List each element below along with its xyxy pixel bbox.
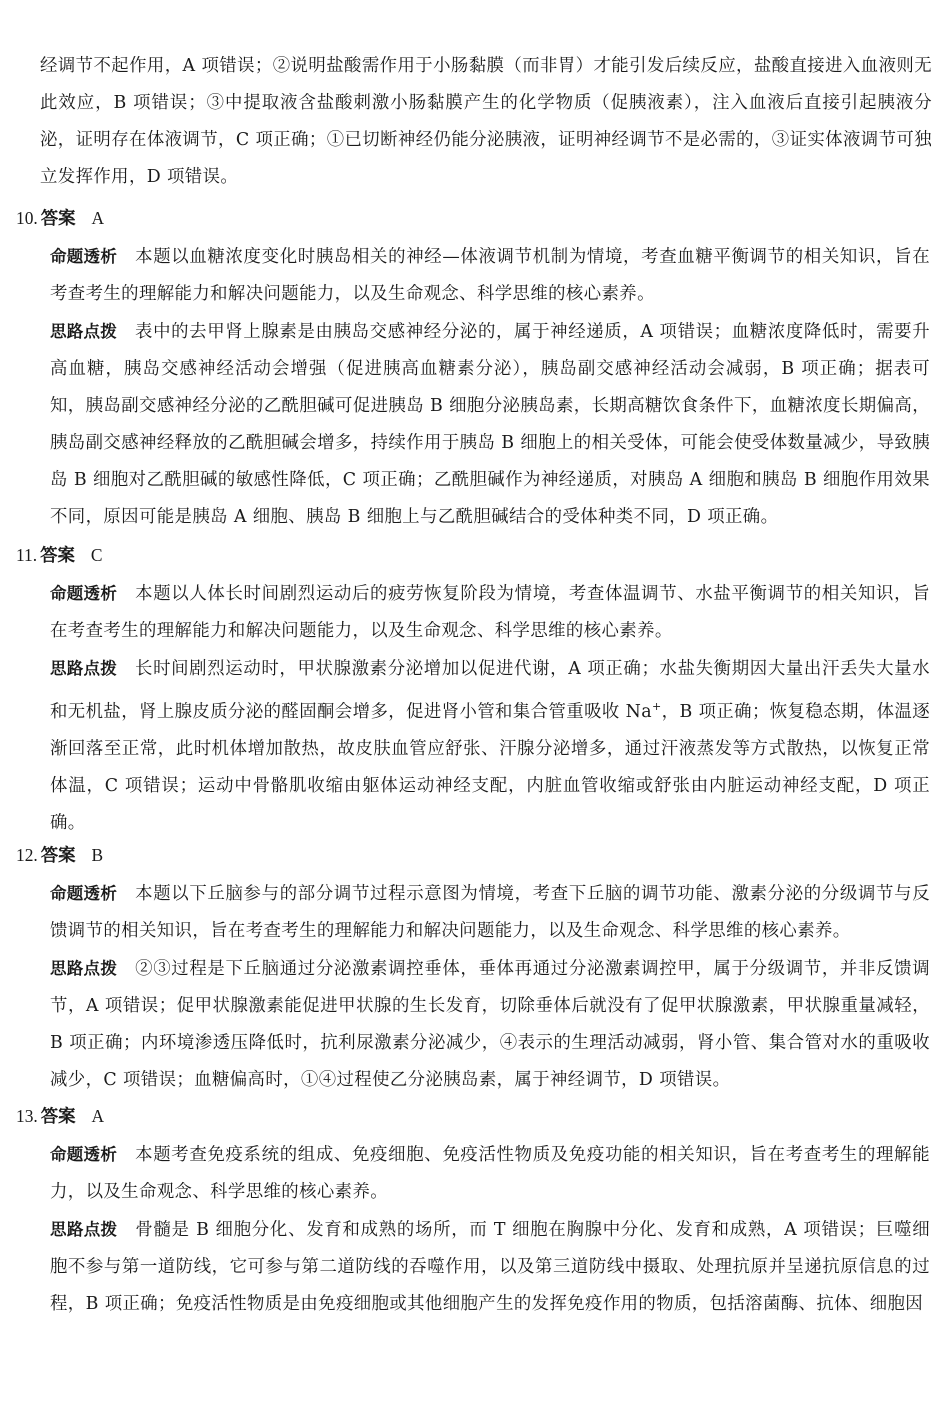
analysis-label: 命题透析 [50,584,118,603]
hint-label: 思路点拨 [50,1220,118,1239]
hint-label: 思路点拨 [50,659,118,678]
hint-text: ②③过程是下丘脑通过分泌激素调控垂体，垂体再通过分泌激素调控甲，属于分级调节，并非反馈调节，A 项错误；促甲状腺激素能促进甲状腺的生长发育，切除垂体后就没有了促甲状腺激素，甲状腺重量减轻，B 项正确；内环境渗透压降低时，抗利尿激素分泌减少，④表示的生理活动减弱，肾小管、集合管对水的重吸收减少，C 项错误；血糖偏高时，①④过程使乙分泌胰岛素，属于神经调节，D 项错误。 [50,959,930,1090]
answer-value: C [90,545,103,565]
hint-paragraph [50,1211,930,1323]
analysis-paragraph [50,575,930,650]
question-number: 12. [16,845,38,865]
hint-text-part2: ，B 项正确；恢复稳态期，体温逐渐回落至正常，此时机体增加散热，故皮肤血管应舒张、汗腺分泌增多，通过汗液蒸发等方式散热，以恢复正常体温，C 项错误；运动中骨骼肌收缩由躯体运动神经支配，内脏血管收缩或舒张由内脏运动神经支配，D 项正确。 [50,701,930,833]
question-header [16,837,103,874]
analysis-text: 本题以血糖浓度变化时胰岛相关的神经—体液调节机制为情境，考查血糖平衡调节的相关知识，旨在考查考生的理解能力和解决问题能力，以及生命观念、科学思维的核心素养。 [50,247,930,304]
answer-label: 答案 [40,846,76,866]
hint-text: 表中的去甲肾上腺素是由胰岛交感神经分泌的，属于神经递质，A 项错误；血糖浓度降低时，需要升高血糖，胰岛交感神经活动会增强（促进胰高血糖素分泌），胰岛副交感神经活动会减弱，B 项正确；据表可知，胰岛副交感神经分泌的乙酰胆碱可促进胰岛 B 细胞分泌胰岛素，长期高糖饮食条件下，血糖浓度长期偏高，胰岛副交感神经释放的乙酰胆碱会增多，持续作用于胰岛 B 细胞上的相关受体，可能会使受体数量减少，导致胰岛 B 细胞对乙酰胆碱的敏感性降低，C 项正确；乙酰胆碱作为神经递质，对胰岛 A 细胞和胰岛 B 细胞作用效果不同，原因可能是胰岛 A 细胞、胰岛 B 细胞上与乙酰胆碱结合的受体种类不同，D 项正确。 [50,322,930,527]
question-header [16,1098,104,1135]
analysis-label: 命题透析 [50,247,118,266]
hint-text: 骨髓是 B 细胞分化、发育和成熟的场所，而 T 细胞在胸腺中分化、发育和成熟，A 项错误；巨噬细胞不参与第一道防线，它可参与第二道防线的吞噬作用，以及第三道防线中摄取、处理抗原并呈递抗原信息的过程，B 项正确；免疫活性物质是由免疫细胞或其他细胞产生的发挥免疫作用的物质，包括溶菌酶、抗体、细胞因 [50,1220,930,1314]
answer-value: A [91,1106,105,1126]
hint-label: 思路点拨 [50,959,118,978]
question-header [16,200,104,237]
hint-label: 思路点拨 [50,322,118,341]
answer-value: B [91,845,104,865]
analysis-text: 本题以下丘脑参与的部分调节过程示意图为情境，考查下丘脑的调节功能、激素分泌的分级调节与反馈调节的相关知识，旨在考查考生的理解能力和解决问题能力，以及生命观念、科学思维的核心素养。 [50,884,930,941]
superscript-plus: + [652,700,662,713]
hint-paragraph [50,650,930,842]
analysis-label: 命题透析 [50,1145,118,1164]
analysis-paragraph [50,875,930,950]
answer-label: 答案 [40,546,75,566]
analysis-paragraph [50,1136,930,1211]
analysis-label: 命题透析 [50,884,118,903]
answer-label: 答案 [40,209,76,229]
question-number: 13. [16,1106,38,1126]
hint-paragraph [50,313,930,536]
hint-text-part1: 长时间剧烈运动时，甲状腺激素分泌增加以促进代谢，A 项正确；水盐失衡期因大量出汗丢失大量水和无机盐，肾上腺皮质分泌的醛固酮会增多，促进肾小管和集合管重吸收 Na [50,659,930,722]
analysis-text: 本题以人体长时间剧烈运动后的疲劳恢复阶段为情境，考查体温调节、水盐平衡调节的相关知识，旨在考查考生的理解能力和解决问题能力，以及生命观念、科学思维的核心素养。 [50,584,930,641]
question-header [16,537,103,574]
analysis-text: 本题考查免疫系统的组成、免疫细胞、免疫活性物质及免疫功能的相关知识，旨在考查考生的理解能力，以及生命观念、科学思维的核心素养。 [50,1145,930,1202]
question-number: 11. [16,545,38,565]
question-number: 10. [16,208,38,228]
answer-label: 答案 [40,1107,76,1127]
answer-value: A [91,208,105,228]
hint-paragraph [50,950,930,1099]
analysis-paragraph [50,238,930,313]
continuation-paragraph: 经调节不起作用，A 项错误；②说明盐酸需作用于小肠黏膜（而非胃）才能引发后续反应，盐酸直接进入血液则无此效应，B 项错误；③中提取液含盐酸刺激小肠黏膜产生的化学物质（促胰液素），注入血液后直接引起胰液分泌，证明存在体液调节，C 项正确；①已切断神经仍能分泌胰液，证明神经调节不是必需的，③证实体液调节可独立发挥作用，D 项错误。 [40,56,932,187]
